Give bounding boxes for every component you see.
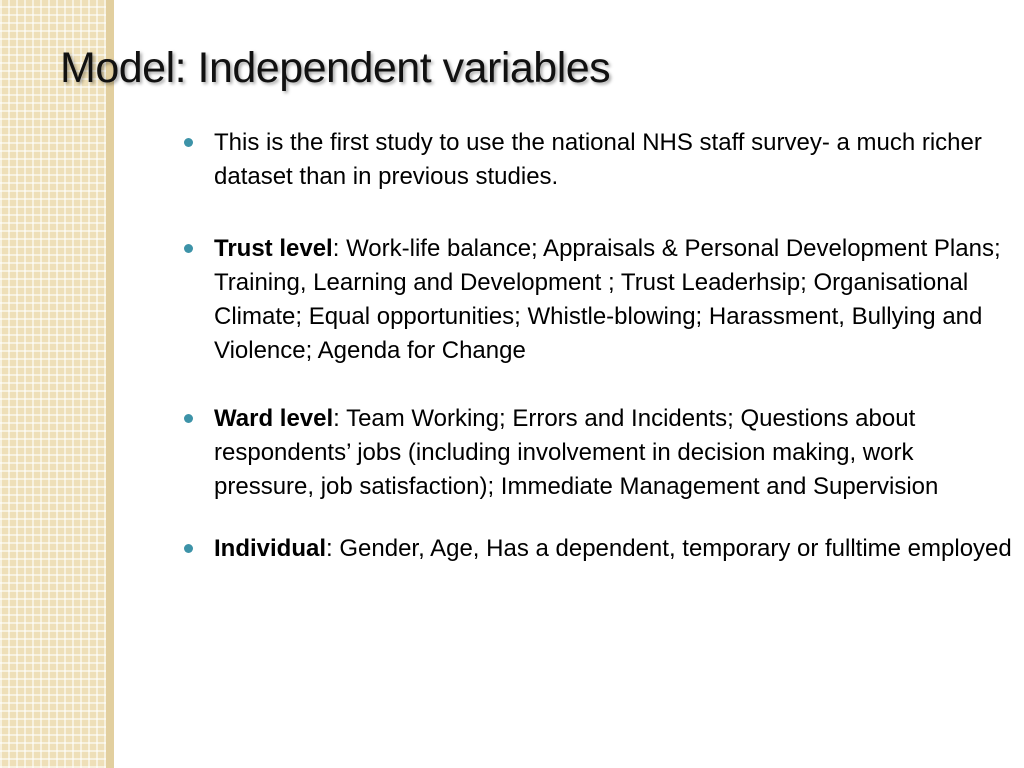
bullet-list xyxy=(182,126,1012,566)
bullet-dot-icon xyxy=(184,244,193,253)
slide-title: Model: Independent variables xyxy=(60,44,611,92)
bullet-dot-icon xyxy=(184,138,193,147)
bullet-heading: Trust level xyxy=(214,235,333,262)
bullet-dot-icon xyxy=(184,544,193,553)
bullet-item-individual xyxy=(182,532,1012,566)
bullet-heading: Ward level xyxy=(214,405,334,432)
bullet-text: Gender, Age, Has a dependent, temporary or fulltime employed xyxy=(339,535,1012,562)
bullet-separator: : xyxy=(333,405,347,432)
bullet-text: Team Working; Errors and Incidents; Questions about respondents’ jobs (including involvement in decision making, work pressure, job satisfaction); Immediate Management and Supervision xyxy=(214,405,939,500)
bullet-separator: : xyxy=(332,235,347,262)
bullet-item-study xyxy=(182,126,1012,194)
bullet-dot-icon xyxy=(184,414,193,423)
bullet-item-trust-level xyxy=(182,232,1012,368)
decorative-side-pattern xyxy=(0,0,114,768)
bullet-separator: : xyxy=(326,535,340,562)
bullet-text: Work-life balance; Appraisals & Personal Development Plans; Training, Learning and Development ; Trust Leaderhsip; Organisational Climate; Equal opportunities; Whistle-blowing; Harassment, Bullying and Violence; Agenda for Change xyxy=(214,235,1001,364)
bullet-text: This is the first study to use the national NHS staff survey- a much richer dataset than in previous studies. xyxy=(214,129,982,190)
decorative-side-edge xyxy=(106,0,114,768)
bullet-heading: Individual xyxy=(214,535,327,562)
bullet-item-ward-level xyxy=(182,402,1012,504)
